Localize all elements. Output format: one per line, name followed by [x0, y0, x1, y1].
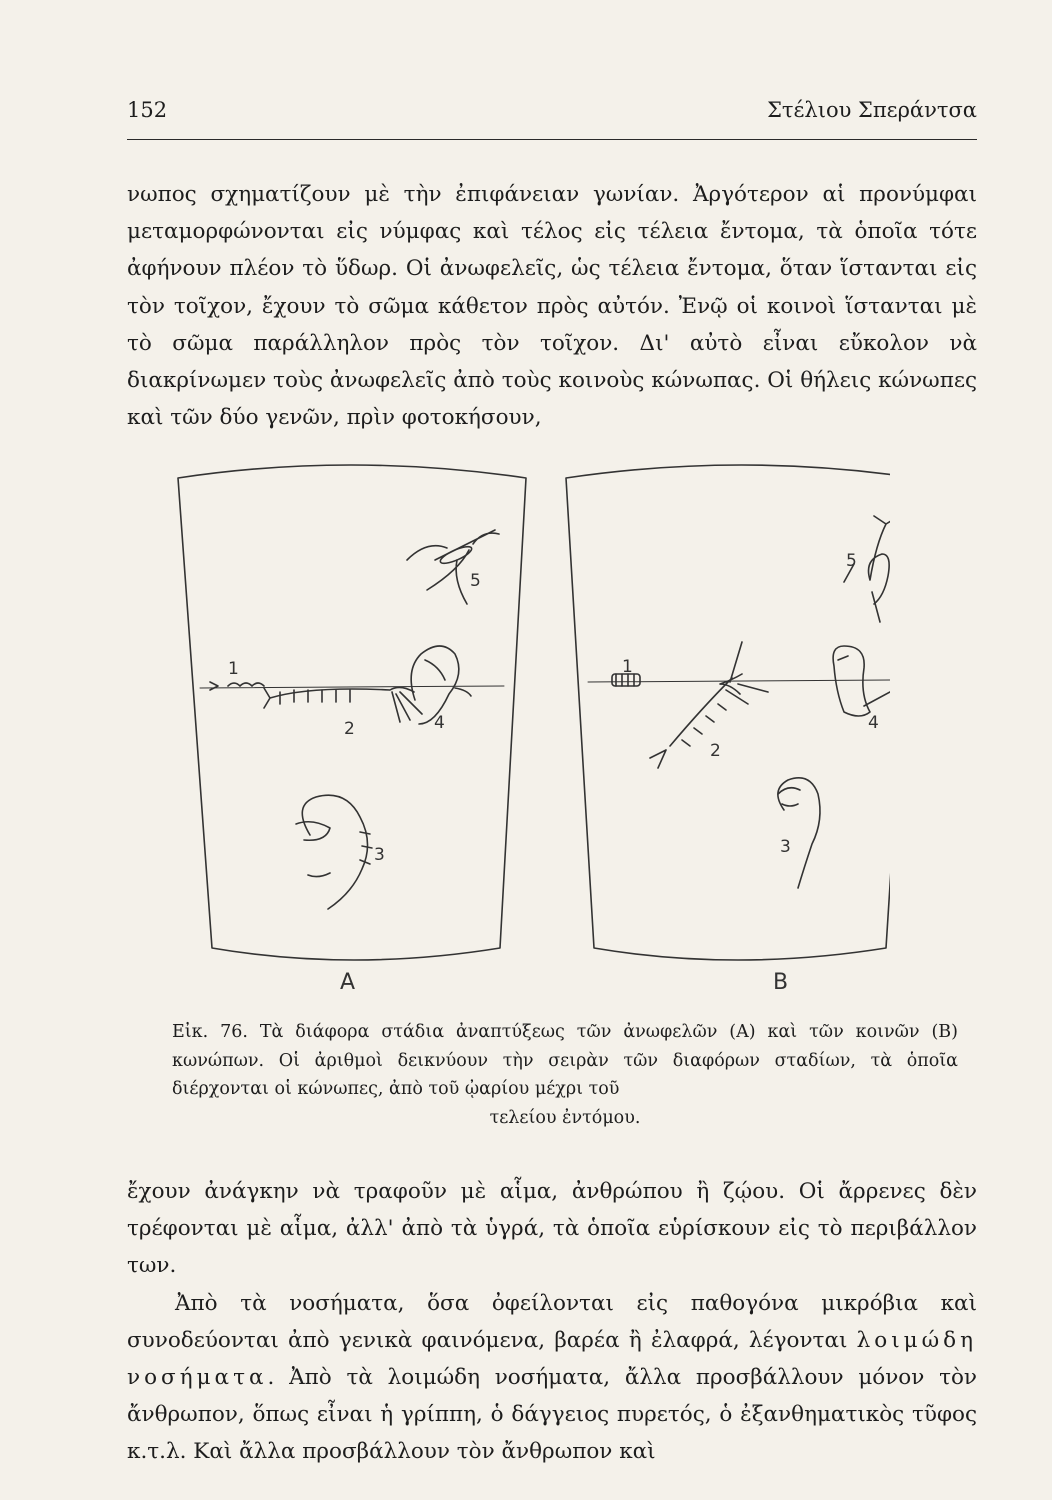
figure-caption — [172, 1018, 958, 1132]
glass-a-label: A — [340, 970, 356, 995]
paragraph-bottom — [127, 1173, 977, 1471]
glass-a-stage-1: 1 — [228, 659, 239, 679]
header-rule — [127, 139, 977, 140]
glass-a-drawing — [178, 465, 526, 960]
page-number: 152 — [127, 98, 168, 122]
glass-b-drawing — [566, 465, 890, 960]
running-title: Στέλιου Σπεράντσα — [767, 98, 977, 122]
paragraph-top-text: νωπος σχηματίζουν μὲ τὴν ἐπιφάνειαν γωνίαν. Ἀργότερον αἱ προνύμφαι μεταμορφώνονται εἰς νύμφας καὶ τέλος εἰς τέλεια ἔντομα, τὰ ὁποῖα τότε ἀφήνουν πλέον τὸ ὕδωρ. Οἱ ἀνωφελεῖς, ὡς τέλεια ἔντομα, ὅταν ἵστανται εἰς τὸν τοῖχον, ἔχουν τὸ σῶμα κάθετον πρὸς αὐτόν. Ἐνῷ οἱ κοινοὶ ἵστανται μὲ τὸ σῶμα παράλληλον πρὸς τὸν τοῖχον. Δι' αὐτὸ εἶναι εὔκολον νὰ διακρίνωμεν τοὺς ἀνωφελεῖς ἀπὸ τοὺς κοινοὺς κώνωπας. Οἱ θήλεις κώνωπες καὶ τῶν δύο γενῶν, πρὶν φοτοκήσουν, — [127, 182, 977, 431]
glass-b-stage-3: 3 — [780, 837, 791, 857]
page-header — [127, 98, 977, 122]
paragraph-bottom-second-start: Ἀπὸ τὰ νοσήματα, ὅσα ὀφείλονται εἰς παθογόνα μικρόβια καὶ συνοδεύονται ἀπὸ γενικὰ φαινόμενα, βαρέα ἢ ἐλαφρά, λέγονται — [127, 1290, 977, 1353]
glass-a-stage-5: 5 — [470, 571, 481, 591]
caption-main: Εἰκ. 76. Τὰ διάφορα στάδια ἀναπτύξεως τῶν ἀνωφελῶν (Α) καὶ τῶν κοινῶν (Β) κωνώπων. Οἱ ἀριθμοὶ δεικνύουν τὴν σειρὰν τῶν διαφόρων σταδίων, τὰ ὁποῖα διέρχονται οἱ κώνωπες, ἀπὸ τοῦ ᾠαρίου μέχρι τοῦ — [172, 1022, 958, 1099]
glass-b-stage-2: 2 — [710, 741, 721, 761]
glass-a-stage-2: 2 — [344, 719, 355, 739]
glass-a-stage-4: 4 — [434, 713, 445, 733]
caption-last-line: τελείου ἐντόμου. — [489, 1107, 641, 1128]
glass-a-stage-3: 3 — [374, 845, 385, 865]
paragraph-bottom-second-end: . Ἀπὸ τὰ λοιμώδη νοσήματα, ἄλλα προσβάλλουν μόνον τὸν ἄνθρωπον, ὅπως εἶναι ἡ γρίππη, ὁ δάγγειος πυρετός, ὁ ἐξανθηματικὸς τῦφος κ.τ.λ. Καὶ ἄλλα προσβάλλουν τὸν ἄνθρωπον καὶ — [127, 1365, 977, 1465]
paragraph-top — [127, 176, 977, 436]
glass-b-stage-5: 5 — [846, 551, 857, 571]
mosquito-stages-figure — [170, 460, 890, 970]
paragraph-bottom-second — [127, 1285, 977, 1471]
paragraph-bottom-first: ἔχουν ἀνάγκην νὰ τραφοῦν μὲ αἷμα, ἀνθρώπου ἢ ζῴου. Οἱ ἄρρενες δὲν τρέφονται μὲ αἷμα, ἀλλ' ἀπὸ τὰ ὑγρά, τὰ ὁποῖα εὑρίσκουν εἰς τὸ περιβάλλον των. — [127, 1179, 977, 1279]
glass-b-label: B — [773, 970, 789, 995]
glass-b-stage-1: 1 — [622, 657, 633, 677]
spaced-term: λοιμώδη νοσήματα — [127, 1327, 977, 1391]
glass-b-stage-4: 4 — [868, 713, 879, 733]
